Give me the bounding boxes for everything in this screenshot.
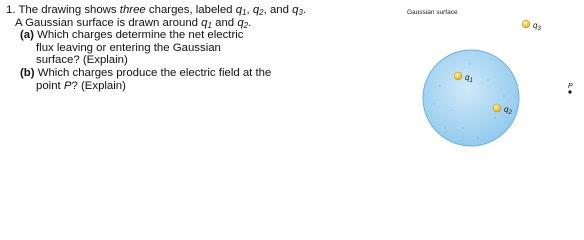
part-b-line-1 bbox=[6, 67, 402, 80]
point-p-symbol: P bbox=[63, 79, 72, 92]
line2-q2: $q_2$ bbox=[237, 16, 249, 30]
charge-q2-symbol: $q_2$ bbox=[252, 4, 264, 17]
charge-q3-symbol: $q_3$ bbox=[292, 4, 303, 17]
and-word: and bbox=[269, 4, 289, 16]
part-b-text-1: Which charges produce the electric field at the bbox=[37, 66, 272, 79]
intro-text: The drawing shows bbox=[18, 4, 117, 16]
charge-q2-label: $q_2$ bbox=[504, 105, 512, 116]
part-b-point-word: point bbox=[36, 79, 61, 92]
line2-q1: $q_1$ bbox=[201, 16, 212, 30]
point-p-dot bbox=[568, 90, 571, 93]
line2-and: and bbox=[215, 16, 235, 29]
charge-q1-label: $q_1$ bbox=[465, 73, 473, 84]
problem-number: 1. bbox=[6, 4, 16, 16]
gaussian-surface-label: Gaussian surface bbox=[407, 9, 458, 16]
intro-three: three bbox=[119, 4, 146, 16]
charge-q3-dot bbox=[522, 20, 530, 28]
charge-q1-dot bbox=[454, 72, 462, 80]
problem-intro-line: 1. The drawing shows three charges, labeled $q_1$, $q_2$, and $q_3$. bbox=[6, 4, 307, 17]
line2-text: A Gaussian surface is drawn around bbox=[15, 16, 198, 29]
charge-q1-symbol: $q_1$ bbox=[235, 4, 247, 17]
charge-q2-dot bbox=[493, 104, 501, 112]
part-a-line-3: surface? (Explain) bbox=[36, 54, 128, 67]
part-b-label: (b) bbox=[20, 66, 35, 79]
point-p bbox=[568, 83, 573, 94]
point-p-label: P bbox=[568, 83, 573, 90]
part-a-text-1: Which charges determine the net electric bbox=[37, 29, 244, 42]
part-a-line-2: flux leaving or entering the Gaussian bbox=[36, 41, 221, 54]
part-a-line-1 bbox=[6, 29, 402, 42]
part-b-text-2-end: ? (Explain) bbox=[71, 79, 126, 92]
intro-mid: charges, labeled bbox=[148, 4, 233, 16]
gaussian-surface-sphere bbox=[423, 50, 519, 146]
part-b-line-2 bbox=[6, 80, 402, 93]
gaussian-surface-figure bbox=[400, 0, 584, 150]
part-a-label: (a) bbox=[20, 29, 34, 42]
problem-text bbox=[6, 4, 402, 92]
charge-q3-label: $q_3$ bbox=[533, 21, 541, 32]
charge-q3 bbox=[522, 20, 541, 32]
problem-line-2: A Gaussian surface is drawn around $q_1$ and $q_2$. bbox=[15, 16, 252, 30]
